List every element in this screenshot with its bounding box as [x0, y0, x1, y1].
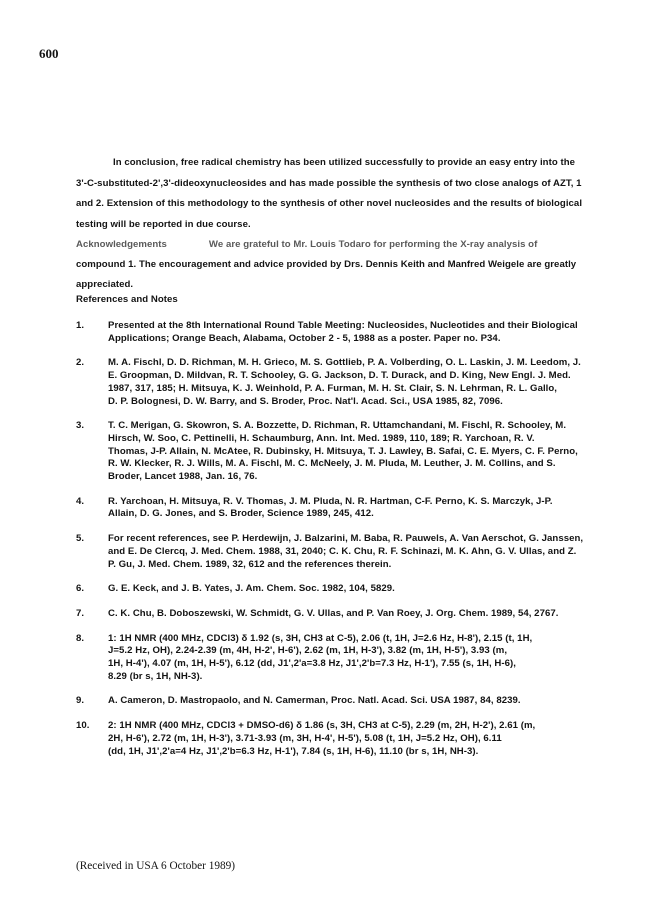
references-heading: References and Notes [76, 294, 178, 305]
references-list [76, 320, 642, 770]
reference-number: 2. [76, 357, 85, 369]
reference-number: 9. [76, 695, 85, 707]
reference-text [108, 583, 642, 596]
reference-line: C. K. Chu, B. Doboszewski, W. Schmidt, G. V. Ullas, and P. Van Roey, J. Org. Chem. 1989, 54, 2767. [108, 607, 559, 619]
reference-line: 1987, 317, 185; H. Mitsuya, K. J. Weinhold, P. A. Furman, M. H. St. Clair, S. N. Lehrman, R. L. Gallo, [108, 382, 558, 394]
reference-number: 5. [76, 533, 85, 545]
reference-line: Broder, Lancet 1988, Jan. 16, 76. [108, 471, 258, 483]
conclusion-line: In conclusion, free radical chemistry has been utilized successfully to provide an easy entry into the [113, 157, 576, 168]
reference-line: E. Groopman, D. Mildvan, R. T. Schooley, G. G. Jackson, D. T. Durack, and D. King, New Engl. J. Med. [108, 370, 571, 382]
reference-line: Presented at the 8th International Round Table Meeting: Nucleosides, Nucleotides and their Biological [108, 320, 578, 331]
conclusion-line: testing will be reported in due course. [76, 218, 251, 230]
reference-text [108, 695, 642, 708]
reference-text [108, 420, 642, 484]
acknowledgements-text: compound 1. The encouragement and advice provided by Drs. Dennis Keith and Manfred Weigele are greatly [76, 259, 577, 270]
reference-line: Thomas, J-P. Allain, N. McAtee, R. Dubinsky, H. Mitsuya, T. J. Lawley, B. Safai, C. E. Myers, C. F. Perno, [108, 445, 578, 457]
conclusion-paragraph [76, 153, 636, 235]
reference-line: J=5.2 Hz, OH), 2.24-2.39 (m, 4H, H-2', H-6'), 2.62 (m, 1H, H-3'), 3.82 (m, 1H, H-5'), 3.93 (m, [108, 645, 508, 657]
reference-item [76, 608, 642, 621]
reference-line: R. W. Klecker, R. J. Wills, M. A. Fischl, M. C. McNeely, J. M. Pluda, M. Leuther, J. M. Collins, and S. [108, 458, 556, 470]
reference-item [76, 720, 642, 758]
reference-text [108, 608, 642, 621]
acknowledgements-paragraph [76, 235, 636, 295]
reference-item [76, 695, 642, 708]
reference-number: 1. [76, 320, 85, 331]
reference-text [108, 633, 642, 684]
reference-item [76, 320, 642, 345]
reference-line: For recent references, see P. Herdewijn, J. Balzarini, M. Baba, R. Pauwels, A. Van Aerschot, G. Janssen, [108, 533, 584, 545]
reference-item [76, 633, 642, 684]
reference-line: 1H, H-4'), 4.07 (m, 1H, H-5'), 6.12 (dd, J1',2'a=3.8 Hz, J1',2'b=7.3 Hz, H-1'), 7.55 (s, 1H, H-6), [108, 658, 516, 670]
reference-item [76, 420, 642, 484]
reference-line: Allain, D. G. Jones, and S. Broder, Science 1989, 245, 412. [108, 508, 374, 520]
reference-line: M. A. Fischl, D. D. Richman, M. H. Grieco, M. S. Gottlieb, P. A. Volberding, O. L. Laskin, J. M. Leedom, J. [108, 357, 581, 369]
reference-number: 7. [76, 607, 85, 619]
reference-text [108, 720, 642, 758]
reference-number: 4. [76, 495, 85, 507]
reference-number: 10. [76, 720, 90, 732]
reference-line: P. Gu, J. Med. Chem. 1989, 32, 612 and the references therein. [108, 558, 392, 570]
reference-item [76, 583, 642, 596]
reference-text [108, 320, 642, 345]
conclusion-line: and 2. Extension of this methodology to the synthesis of other novel nucleosides and the results of biological [76, 198, 583, 209]
acknowledgements-text: appreciated. [76, 279, 134, 290]
conclusion-line: 3'-C-substituted-2',3'-dideoxynucleosides and has made possible the synthesis of two close analogs of AZT, 1 [76, 177, 582, 189]
reference-text [108, 496, 642, 521]
reference-line: 2: 1H NMR (400 MHz, CDCl3 + DMSO-d6) δ 1.86 (s, 3H, CH3 at C-5), 2.29 (m, 2H, H-2'), 2.61 (m, [108, 720, 536, 732]
reference-text [108, 533, 642, 571]
acknowledgements-heading: Acknowledgements [76, 239, 167, 250]
reference-line: and E. De Clercq, J. Med. Chem. 1988, 31, 2040; C. K. Chu, R. F. Schinazi, M. K. Ahn, G. V. Ullas, and Z. [108, 545, 577, 557]
acknowledgements-text: We are grateful to Mr. Louis Todaro for performing the X-ray analysis of [208, 239, 538, 250]
reference-line: 8.29 (br s, 1H, NH-3). [108, 670, 203, 682]
reference-number: 8. [76, 632, 85, 644]
reference-line: R. Yarchoan, H. Mitsuya, R. V. Thomas, J. M. Pluda, N. R. Hartman, C-F. Perno, K. S. Marczyk, J-P. [108, 495, 553, 507]
reference-line: (dd, 1H, J1',2'a=4 Hz, J1',2'b=6.3 Hz, H-1'), 7.84 (s, 1H, H-6), 11.10 (br s, 1H, NH-3). [108, 745, 479, 757]
reference-line: G. E. Keck, and J. B. Yates, J. Am. Chem. Soc. 1982, 104, 5829. [108, 583, 395, 595]
reference-item [76, 357, 642, 408]
reference-line: D. P. Bolognesi, D. W. Barry, and S. Broder, Proc. Nat'l. Acad. Sci., USA 1985, 82, 7096. [108, 395, 503, 407]
reference-line: A. Cameron, D. Mastropaolo, and N. Camerman, Proc. Natl. Acad. Sci. USA 1987, 84, 8239. [108, 695, 521, 707]
reference-line: 2H, H-6'), 2.72 (m, 1H, H-3'), 3.71-3.93 (m, 3H, H-4', H-5'), 5.08 (t, 1H, J=5.2 Hz, OH), 6.11 [108, 732, 502, 744]
reference-number: 6. [76, 583, 85, 595]
reference-line: Hirsch, W. Soo, C. Pettinelli, H. Schaumburg, Ann. Int. Med. 1989, 110, 189; R. Yarchoan, R. V. [108, 432, 535, 444]
reference-text [108, 357, 642, 408]
reference-line: T. C. Merigan, G. Skowron, S. A. Bozzette, D. Richman, R. Uttamchandani, M. Fischl, R. Schooley, M. [108, 420, 567, 432]
received-date: (Received in USA 6 October 1989) [76, 860, 236, 872]
reference-line: Applications; Orange Beach, Alabama, October 2 - 5, 1988 as a poster. Paper no. P34. [108, 332, 501, 344]
page-number: 600 [39, 46, 59, 61]
reference-item [76, 496, 642, 521]
reference-line: 1: 1H NMR (400 MHz, CDCl3) δ 1.92 (s, 3H, CH3 at C-5), 2.06 (t, 1H, J=2.6 Hz, H-8'), 2.15 (t, 1H, [108, 632, 533, 644]
reference-item [76, 533, 642, 571]
reference-number: 3. [76, 420, 85, 432]
